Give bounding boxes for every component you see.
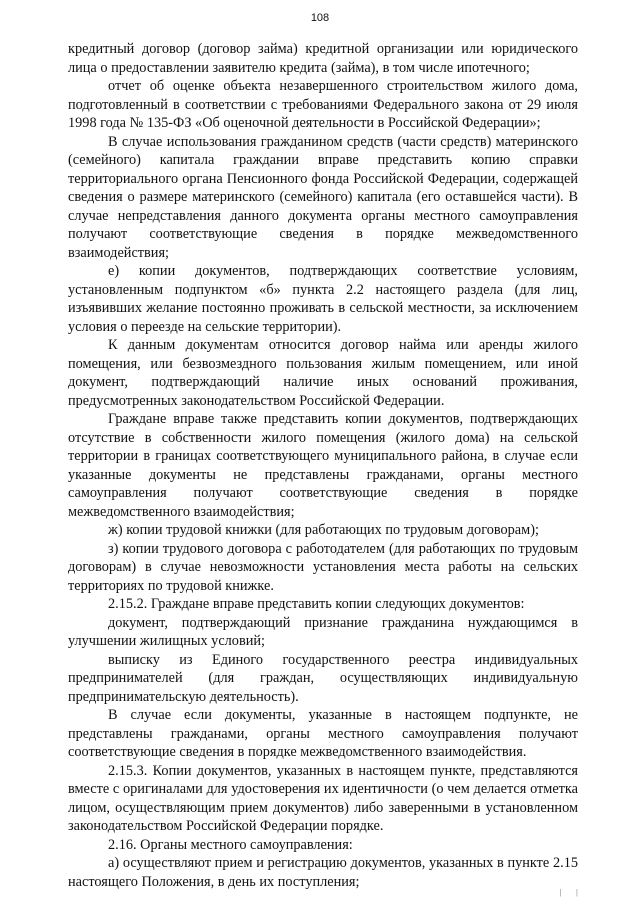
paragraph: кредитный договор (договор займа) кредитной организации или юридического лица о предоставлении заявителю кредита (займа), в том числе ипотечного;	[68, 41, 578, 76]
scan-corner-mark: | |	[559, 888, 584, 897]
paragraph: К данным документам относится договор найма или аренды жилого помещения, или безвозмездного пользования жилым помещением, или иной документ, подтверждающий наличие иных оснований проживания, предусмотренных законодательством Российской Федерации.	[68, 337, 578, 409]
paragraph: документ, подтверждающий признание гражданина нуждающимся в улучшении жилищных условий;	[68, 614, 578, 649]
paragraph: е) копии документов, подтверждающих соответствие условиям, установленным подпунктом «б» пункта 2.2 настоящего раздела (для лиц, изъявивших желание постоянно проживать в сельской местности, за исключением условия о переезде на сельские территории).	[68, 263, 578, 335]
document-body	[68, 40, 578, 891]
paragraph: Граждане вправе также представить копии документов, подтверждающих отсутствие в собственности жилого помещения (жилого дома) на сельской территории в границах соответствующего муниципального района, в случае если указанные документы не представлены гражданами, органы местного самоуправления получают соответствующие сведения в порядке межведомственного взаимодействия;	[68, 411, 578, 520]
paragraph: отчет об оценке объекта незавершенного строительством жилого дома, подготовленный в соответствии с требованиями Федерального закона от 29 июля 1998 года № 135-ФЗ «Об оценочной деятельности в Российской Федерации»;	[68, 78, 578, 131]
paragraph: ж) копии трудовой книжки (для работающих по трудовым договорам);	[108, 522, 539, 538]
paragraph: выписку из Единого государственного реестра индивидуальных предпринимателей (для граждан, осуществляющих индивидуальную предпринимательскую деятельность).	[68, 651, 578, 705]
paragraph: 2.16. Органы местного самоуправления:	[108, 836, 353, 853]
paragraph: 2.15.3. Копии документов, указанных в настоящем пункте, представляются вместе с оригиналами для удостоверения их идентичности (о чем делается отметка лицом, осуществляющим прием документов) либо заверенными в установленном законодательством Российской Федерации порядке.	[68, 762, 578, 834]
paragraph: В случае использования гражданином средств (части средств) материнского (семейного) капитала граждании вправе представить копию справки территориального органа Пенсионного фонда Российской Федерации, содержащей сведения о размере материнского (семейного) капитала (его оставшейся части). В случае непредставления данного документа органы местного самоуправления получают соответствующие сведения в порядке межведомственного взаимодействия;	[68, 133, 578, 261]
paragraph: а) осуществляют прием и регистрацию документов, указанных в пункте 2.15 настоящего Положения, в день их поступления;	[68, 855, 578, 890]
paragraph: 2.15.2. Граждане вправе представить копии следующих документов:	[108, 596, 525, 612]
paragraph: з) копии трудового договора с работодателем (для работающих по трудовым договорам) в случае невозможности установления места работы на сельских территориях по трудовой книжке.	[68, 540, 578, 594]
page-number: 108	[310, 12, 330, 24]
paragraph: В случае если документы, указанные в настоящем подпункте, не представлены гражданами, органы местного самоуправления получают соответствующие сведения в порядке межведомственного взаимодействия.	[68, 707, 578, 760]
